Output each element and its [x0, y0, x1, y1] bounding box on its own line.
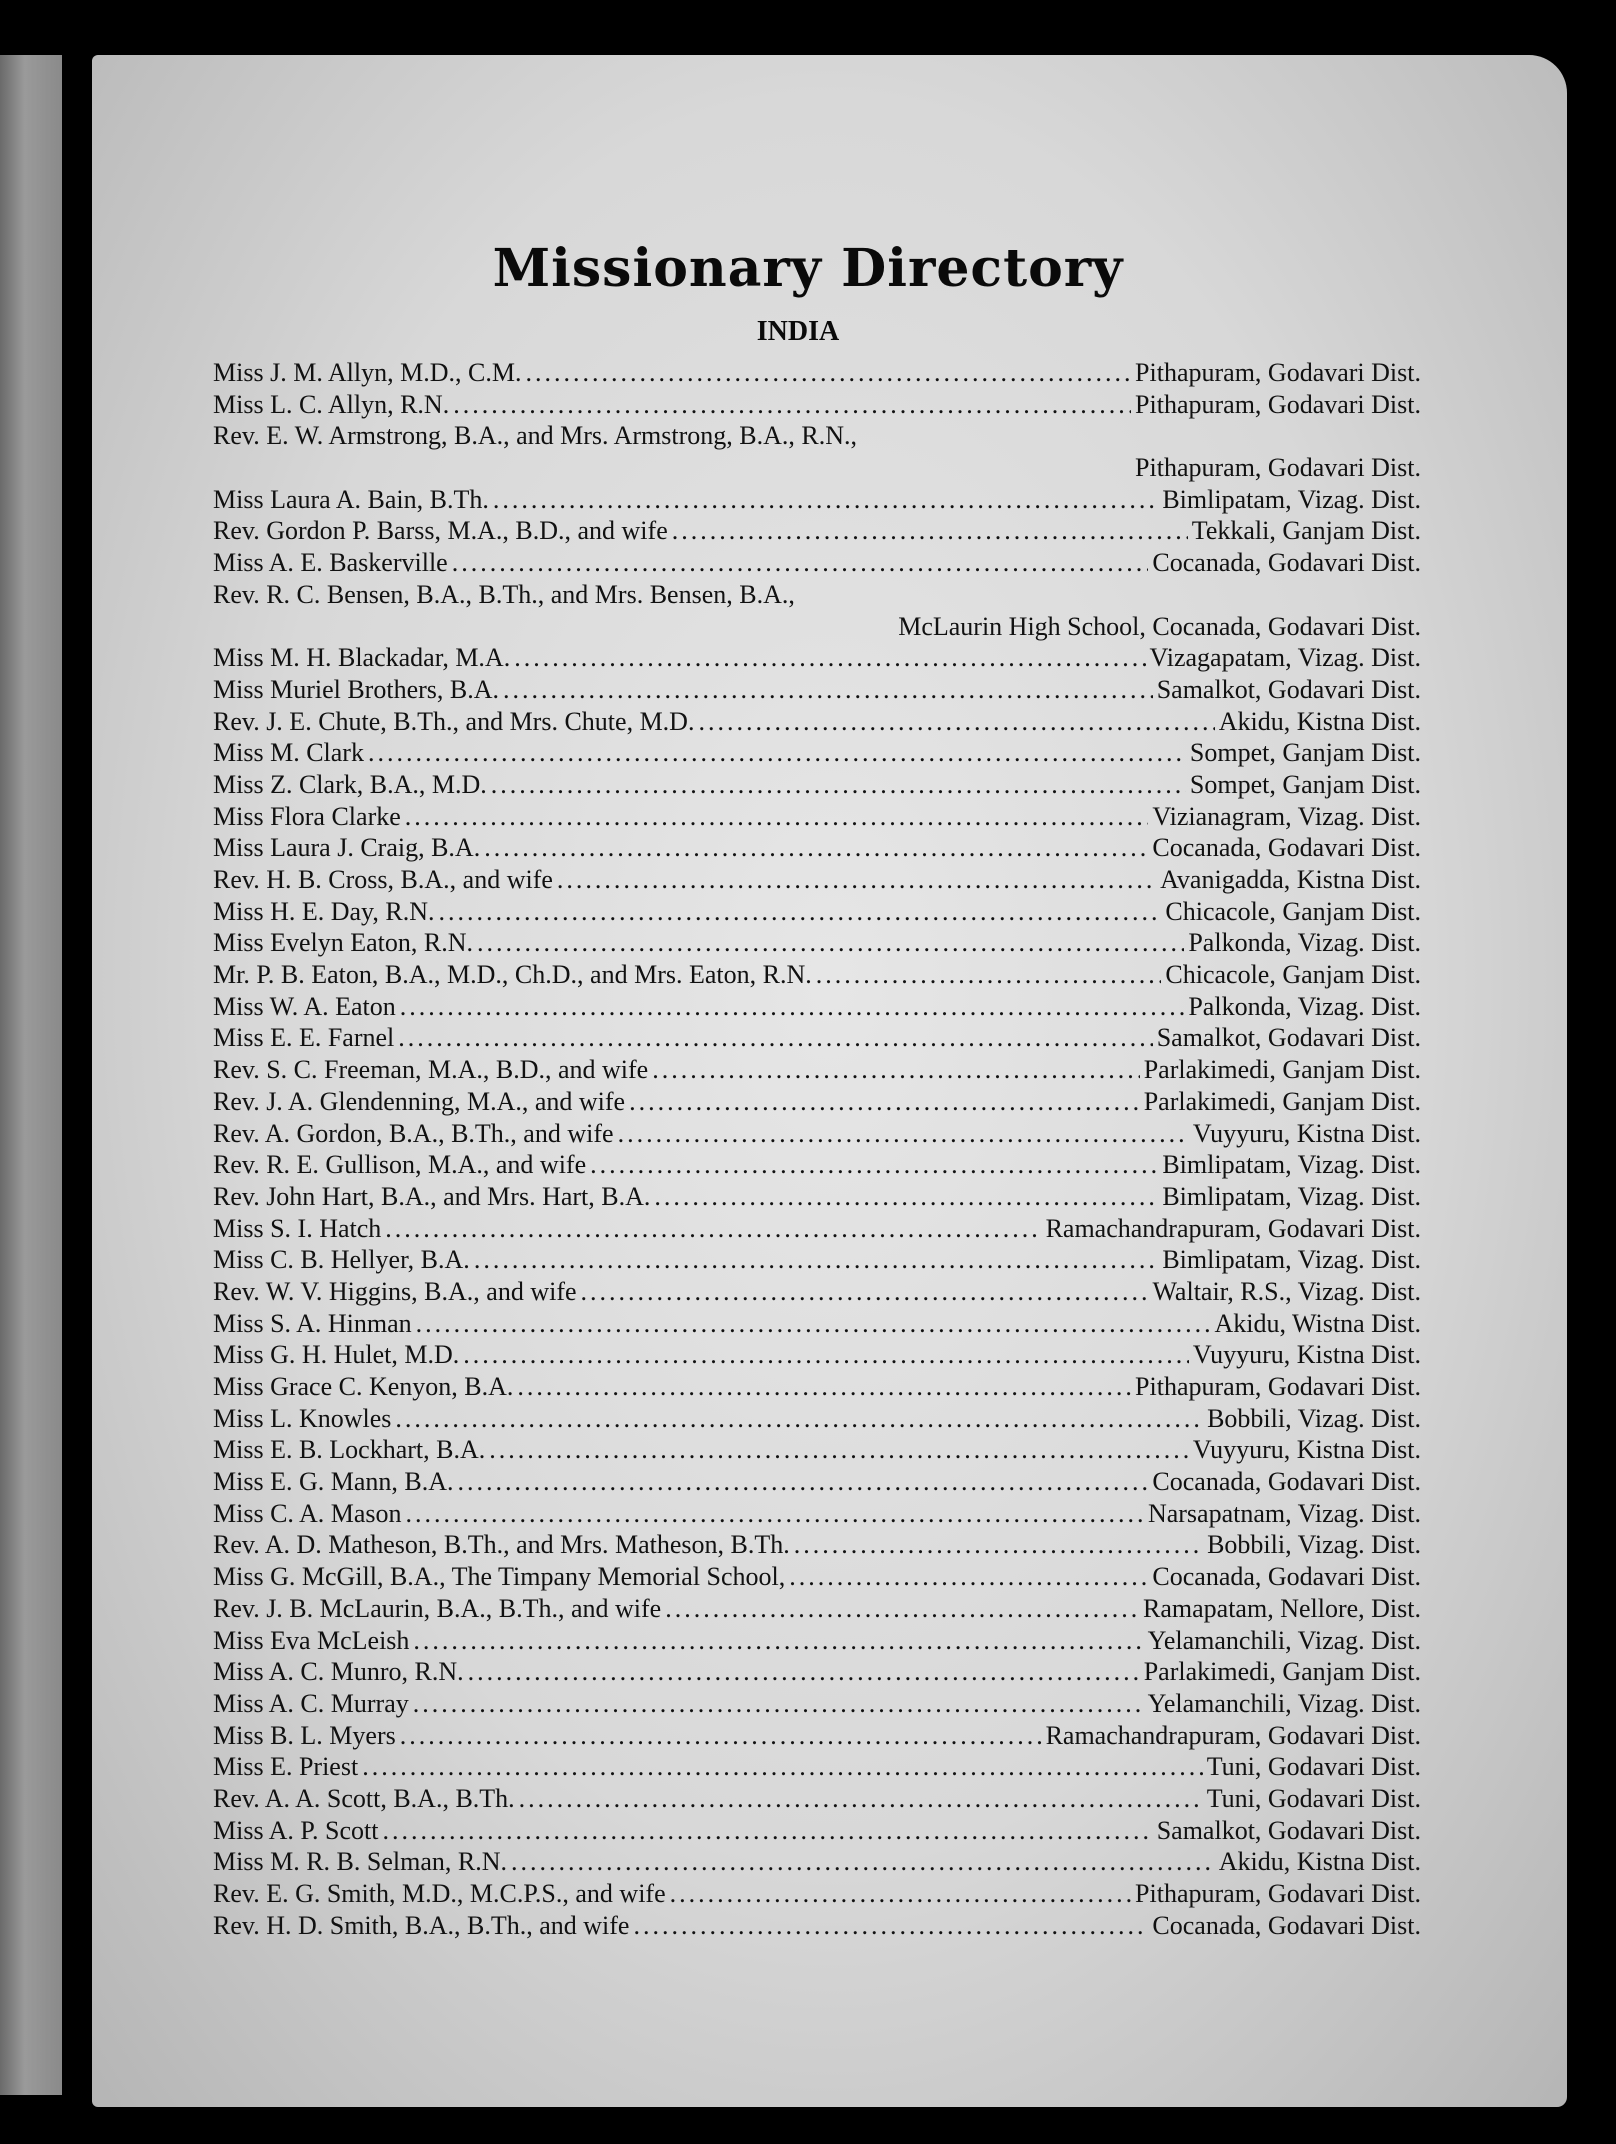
entry-location: Tuni, Godavari Dist. — [1206, 1783, 1421, 1813]
entry-location: Pithapuram, Godavari Dist. — [1135, 1879, 1421, 1908]
entry-location: Tekkali, Ganjam Dist. — [1191, 516, 1421, 546]
dot-leader — [652, 1054, 1140, 1086]
dot-leader — [362, 1751, 1203, 1783]
directory-entry — [213, 357, 1421, 389]
dot-leader — [698, 706, 1214, 738]
entry-location: Sompet, Ganjam Dist. — [1189, 738, 1421, 768]
dot-leader — [489, 1434, 1189, 1466]
dot-leader — [670, 1878, 1131, 1910]
directory-entry — [213, 1720, 1421, 1752]
book-spine-edge — [0, 55, 62, 2095]
directory-entry — [213, 1751, 1421, 1783]
entry-location: Parlakimedi, Ganjam Dist. — [1143, 1657, 1421, 1687]
entry-location: Bobbili, Vizag. Dist. — [1207, 1530, 1421, 1560]
dot-leader — [395, 1403, 1203, 1435]
dot-leader — [511, 1846, 1215, 1878]
entry-name: Rev. A. D. Matheson, B.Th., and Mrs. Matheson, B.Th. — [213, 1530, 790, 1560]
directory-entry — [213, 1213, 1421, 1245]
entry-name: Miss Z. Clark, B.A., M.D. — [213, 769, 487, 799]
dot-leader — [525, 357, 1131, 389]
entry-location: Avanigadda, Kistna Dist. — [1160, 865, 1421, 894]
entry-name: Miss Muriel Brothers, B.A. — [213, 674, 499, 704]
directory-entry — [213, 1593, 1421, 1625]
entry-location: Pithapuram, Godavari Dist. — [1135, 358, 1421, 387]
dot-leader — [400, 991, 1185, 1023]
section-heading: INDIA — [756, 316, 840, 347]
directory-entry — [213, 1339, 1421, 1371]
entry-location: Narsapatnam, Vizag. Dist. — [1147, 1498, 1421, 1528]
directory-entry — [213, 896, 1421, 928]
entry-location: Samalkot, Godavari Dist. — [1156, 674, 1421, 704]
dot-leader — [816, 959, 1162, 991]
directory-entry — [213, 832, 1421, 864]
entry-name: Miss M. H. Blackadar, M.A. — [213, 643, 511, 673]
entry-name: Miss Evelyn Eaton, R.N. — [213, 928, 473, 958]
directory-entry — [213, 1371, 1421, 1403]
directory-entry — [213, 1498, 1421, 1530]
entry-name: Miss S. A. Hinman — [213, 1308, 412, 1338]
entry-name: Miss E. Priest — [213, 1752, 359, 1782]
entry-name: Miss M. R. B. Selman, R.N. — [213, 1847, 507, 1877]
entry-location: Parlakimedi, Ganjam Dist. — [1143, 1055, 1421, 1085]
entry-name: Miss W. A. Eaton — [213, 991, 396, 1021]
dot-leader — [463, 1339, 1189, 1371]
dot-leader — [633, 1910, 1148, 1942]
dot-leader — [416, 1308, 1211, 1340]
directory-entry — [213, 1054, 1421, 1086]
directory-entry — [213, 1561, 1421, 1593]
dot-leader — [368, 737, 1186, 769]
entry-location: Yelamanchili, Vizag. Dist. — [1147, 1688, 1421, 1718]
directory-entry — [213, 547, 1421, 579]
dot-leader — [517, 1371, 1131, 1403]
dot-leader — [590, 1149, 1158, 1181]
directory-entry — [213, 484, 1421, 516]
entry-location: Bobbili, Vizag. Dist. — [1207, 1403, 1421, 1433]
entry-location: Bimlipatam, Vizag. Dist. — [1162, 1181, 1421, 1211]
entry-location: Chicacole, Ganjam Dist. — [1165, 896, 1421, 926]
entry-name: Rev. R. E. Gullison, M.A., and wife — [213, 1150, 587, 1180]
entry-name: Rev. A. A. Scott, B.A., B.Th. — [213, 1783, 515, 1813]
entry-location: Vuyyuru, Kistna Dist. — [1192, 1340, 1421, 1370]
dot-leader — [468, 1656, 1140, 1688]
directory-entry — [213, 864, 1421, 896]
directory-entry — [213, 959, 1421, 991]
entry-name: Miss G. McGill, B.A., The Timpany Memorial School, — [213, 1562, 786, 1592]
entry-name: Miss E. B. Lockhart, B.A. — [213, 1435, 486, 1465]
entry-name: Miss Flora Clarke — [213, 801, 401, 831]
entry-location: Akidu, Kistna Dist. — [1218, 706, 1421, 736]
entry-location: Ramapatam, Nellore, Dist. — [1143, 1593, 1421, 1623]
entry-location: Sompet, Ganjam Dist. — [1189, 769, 1421, 799]
directory-entry — [213, 1625, 1421, 1657]
entry-location: Cocanada, Godavari Dist. — [1152, 1467, 1421, 1497]
dot-leader — [453, 389, 1131, 421]
directory-entry — [213, 452, 1421, 484]
entry-name: Miss J. M. Allyn, M.D., C.M. — [213, 358, 522, 387]
entry-location: Cocanada, Godavari Dist. — [1152, 1910, 1421, 1940]
dot-leader — [672, 515, 1188, 547]
dot-leader — [413, 1688, 1144, 1720]
directory-entry — [213, 1181, 1421, 1213]
entry-name: Rev. A. Gordon, B.A., B.Th., and wife — [213, 1118, 614, 1148]
entry-name: Miss B. L. Myers — [213, 1720, 396, 1750]
entry-location: Pithapuram, Godavari Dist. — [1135, 453, 1421, 483]
entry-name: Miss A. C. Murray — [213, 1688, 409, 1718]
dot-leader — [665, 1593, 1139, 1625]
directory-entry — [213, 1815, 1421, 1847]
entry-name: Rev. Gordon P. Barss, M.A., B.D., and wife — [213, 516, 668, 546]
directory-entry — [213, 579, 1421, 611]
entry-location: Vuyyuru, Kistna Dist. — [1192, 1118, 1421, 1148]
dot-leader — [405, 801, 1149, 833]
entry-name: Miss A. P. Scott — [213, 1815, 379, 1845]
directory-entry — [213, 1688, 1421, 1720]
dot-leader — [477, 927, 1184, 959]
entry-location: Vizagapatam, Vizag. Dist. — [1149, 643, 1421, 673]
entry-location: Waltair, R.S., Vizag. Dist. — [1152, 1276, 1421, 1306]
directory-entry — [213, 1656, 1421, 1688]
entry-location: Cocanada, Godavari Dist. — [1152, 548, 1421, 578]
entry-name: Mr. P. B. Eaton, B.A., M.D., Ch.D., and Mrs. Eaton, R.N. — [213, 960, 812, 990]
entry-name: Miss L. Knowles — [213, 1403, 392, 1433]
entry-name: Miss H. E. Day, R.N. — [213, 896, 435, 926]
directory-entry — [213, 1149, 1421, 1181]
dot-leader — [474, 1244, 1159, 1276]
entry-name: Rev. J. A. Glendenning, M.A., and wife — [213, 1086, 626, 1116]
entry-name: Miss G. H. Hulet, M.D. — [213, 1340, 460, 1370]
dot-leader — [385, 1213, 1041, 1245]
dot-leader — [438, 896, 1161, 928]
entry-name: Miss C. B. Hellyer, B.A. — [213, 1245, 470, 1275]
directory-entry — [213, 1022, 1421, 1054]
entry-name: Miss L. C. Allyn, R.N. — [213, 389, 450, 419]
entry-name: Miss Laura A. Bain, B.Th. — [213, 484, 489, 514]
entry-name: Rev. R. C. Bensen, B.A., B.Th., and Mrs. Bensen, B.A., — [213, 579, 795, 609]
entry-name: Rev. J. B. McLaurin, B.A., B.Th., and wife — [213, 1593, 662, 1623]
dot-leader — [491, 769, 1186, 801]
dot-leader — [581, 1276, 1149, 1308]
entry-name: Miss E. G. Mann, B.A. — [213, 1467, 454, 1497]
entry-name: Miss M. Clark — [213, 738, 364, 768]
entry-location: Akidu, Wistna Dist. — [1214, 1308, 1421, 1338]
directory-entry — [213, 769, 1421, 801]
entry-name: Miss C. A. Mason — [213, 1498, 402, 1528]
entry-location: Akidu, Kistna Dist. — [1218, 1847, 1421, 1877]
directory-entry — [213, 1783, 1421, 1815]
dot-leader — [557, 864, 1156, 896]
entry-location: Tuni, Godavari Dist. — [1206, 1752, 1421, 1782]
entry-name: Rev. S. C. Freeman, M.A., B.D., and wife — [213, 1055, 649, 1085]
entry-name: Rev. W. V. Higgins, B.A., and wife — [213, 1276, 577, 1306]
entry-location: Parlakimedi, Ganjam Dist. — [1143, 1086, 1421, 1116]
entry-name: Miss A. C. Munro, R.N. — [213, 1657, 464, 1687]
entry-location: Cocanada, Godavari Dist. — [1152, 833, 1421, 863]
directory-entry — [213, 1910, 1421, 1942]
directory-entry — [213, 1403, 1421, 1435]
entry-location: Samalkot, Godavari Dist. — [1156, 1815, 1421, 1845]
directory-entry — [213, 515, 1421, 547]
directory-list — [213, 357, 1421, 1941]
entry-location: Pithapuram, Godavari Dist. — [1135, 389, 1421, 419]
directory-entry — [213, 1846, 1421, 1878]
dot-leader — [519, 1783, 1203, 1815]
directory-entry — [213, 927, 1421, 959]
directory-entry — [213, 1276, 1421, 1308]
entry-name: Rev. John Hart, B.A., and Mrs. Hart, B.A. — [213, 1181, 651, 1211]
dot-leader — [452, 547, 1149, 579]
entry-name: Miss Grace C. Kenyon, B.A. — [213, 1372, 514, 1401]
entry-location: Cocanada, Godavari Dist. — [1152, 1562, 1421, 1592]
dot-leader — [458, 1466, 1149, 1498]
entry-location: Bimlipatam, Vizag. Dist. — [1162, 1245, 1421, 1275]
entry-location: Vizianagram, Vizag. Dist. — [1152, 801, 1421, 831]
entry-name: Rev. H. B. Cross, B.A., and wife — [213, 865, 553, 894]
entry-location: Vuyyuru, Kistna Dist. — [1192, 1435, 1421, 1465]
entry-name: Miss A. E. Baskerville — [213, 548, 448, 578]
dot-leader — [654, 1181, 1158, 1213]
directory-entry — [213, 1308, 1421, 1340]
entry-location: Samalkot, Godavari Dist. — [1156, 1023, 1421, 1053]
directory-entry — [213, 706, 1421, 738]
dot-leader — [398, 1022, 1152, 1054]
dot-leader — [493, 484, 1158, 516]
entry-location: Pithapuram, Godavari Dist. — [1135, 1372, 1421, 1401]
entry-name: Rev. H. D. Smith, B.A., B.Th., and wife — [213, 1910, 630, 1940]
entry-location: Ramachandrapuram, Godavari Dist. — [1045, 1720, 1421, 1750]
directory-entry — [213, 674, 1421, 706]
entry-location: Palkonda, Vizag. Dist. — [1188, 991, 1421, 1021]
dot-leader — [789, 1561, 1148, 1593]
entry-location: Ramachandrapuram, Godavari Dist. — [1045, 1213, 1421, 1243]
directory-entry — [213, 991, 1421, 1023]
entry-location: Palkonda, Vizag. Dist. — [1188, 928, 1421, 958]
entry-location: Bimlipatam, Vizag. Dist. — [1162, 484, 1421, 514]
directory-entry — [213, 801, 1421, 833]
directory-entry — [213, 1529, 1421, 1561]
directory-entry — [213, 420, 1421, 452]
dot-leader — [484, 832, 1148, 864]
dot-leader — [629, 1086, 1140, 1118]
entry-name: Rev. E. W. Armstrong, B.A., and Mrs. Armstrong, B.A., R.N., — [213, 421, 857, 451]
dot-leader — [514, 642, 1145, 674]
dot-leader — [503, 674, 1153, 706]
dot-leader — [618, 1118, 1189, 1150]
dot-leader — [794, 1529, 1203, 1561]
dot-leader — [382, 1815, 1152, 1847]
dot-leader — [406, 1498, 1144, 1530]
entry-name: Rev. J. E. Chute, B.Th., and Mrs. Chute, M.D. — [213, 706, 695, 736]
directory-entry — [213, 611, 1421, 643]
directory-entry — [213, 1466, 1421, 1498]
directory-entry — [213, 389, 1421, 421]
entry-name: Rev. E. G. Smith, M.D., M.C.P.S., and wife — [213, 1879, 666, 1908]
dot-leader — [400, 1720, 1042, 1752]
directory-entry — [213, 1118, 1421, 1150]
directory-entry — [213, 642, 1421, 674]
directory-entry — [213, 1434, 1421, 1466]
entry-name: Miss Laura J. Craig, B.A. — [213, 833, 481, 863]
page-title: Missionary Directory — [492, 238, 1124, 299]
entry-name: Miss S. I. Hatch — [213, 1213, 382, 1243]
directory-entry — [213, 1086, 1421, 1118]
directory-entry — [213, 1244, 1421, 1276]
entry-location: McLaurin High School, Cocanada, Godavari Dist. — [898, 611, 1421, 641]
entry-location: Bimlipatam, Vizag. Dist. — [1162, 1150, 1421, 1180]
entry-name: Miss E. E. Farnel — [213, 1023, 395, 1053]
directory-entry — [213, 1878, 1421, 1910]
dot-leader — [413, 1625, 1143, 1657]
entry-name: Miss Eva McLeish — [213, 1625, 410, 1655]
directory-entry — [213, 737, 1421, 769]
entry-location: Yelamanchili, Vizag. Dist. — [1147, 1625, 1421, 1655]
entry-location: Chicacole, Ganjam Dist. — [1165, 960, 1421, 990]
